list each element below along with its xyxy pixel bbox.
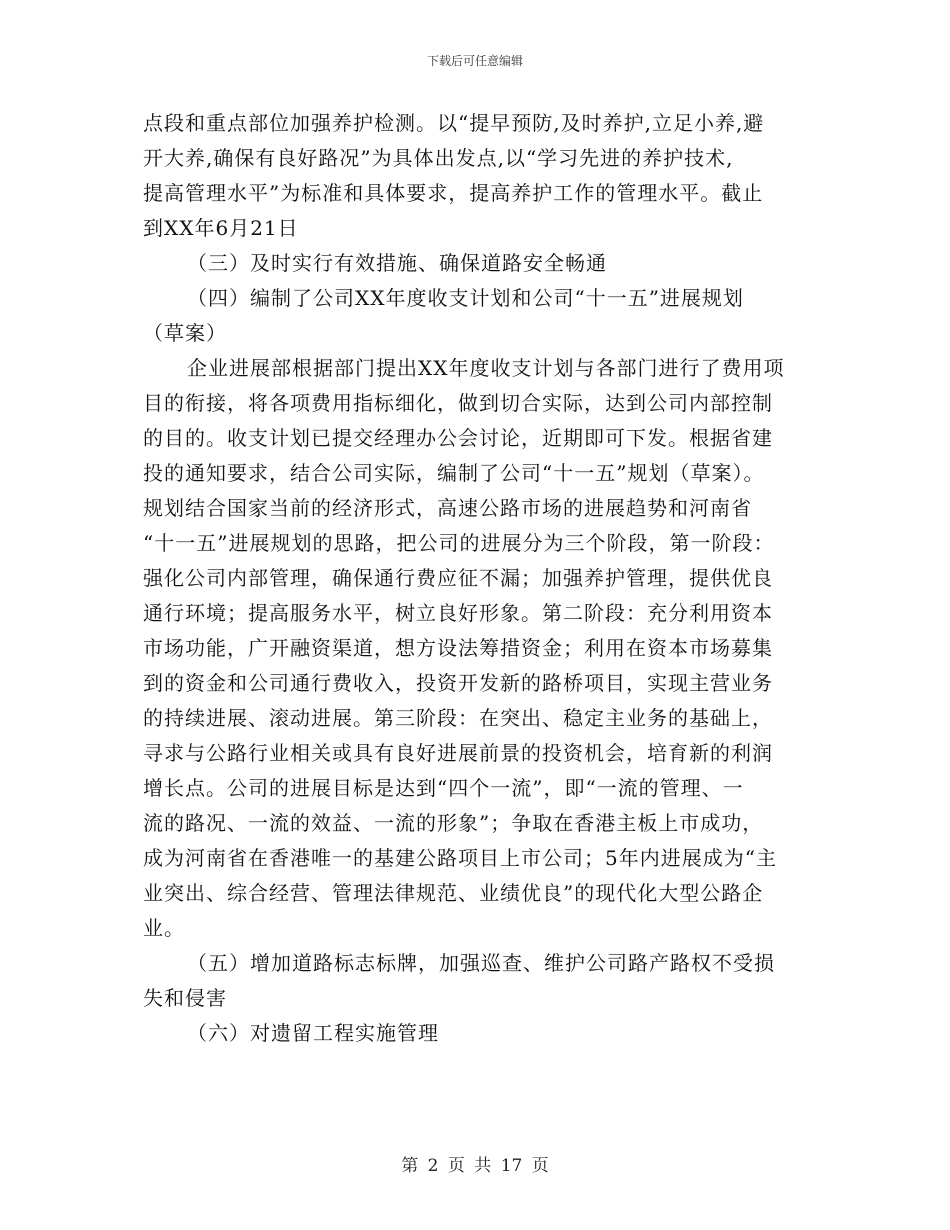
body-line: 失和侵害 xyxy=(143,986,227,1010)
page-header: 下载后可任意编辑 xyxy=(426,54,523,68)
paragraph-start: 企业进展部根据部门提出XX年度收支计划与各部门进行了费用项 xyxy=(187,356,785,380)
body-line: 通行环境；提高服务水平，树立良好形象。第二阶段：充分利用资本 xyxy=(143,601,773,625)
body-line: 业。 xyxy=(143,916,185,940)
body-line: 点段和重点部位加强养护检测。以“提早预防,及时养护,立足小养,避 xyxy=(143,111,765,135)
body-line: 寻求与公路行业相关或具有良好进展前景的投资机会，培育新的利润 xyxy=(143,741,773,765)
document-body xyxy=(143,106,809,1051)
body-line: 的持续进展、滚动进展。第三阶段：在突出、稳定主业务的基础上， xyxy=(143,706,773,730)
body-line: 成为河南省在香港唯一的基建公路项目上市公司；5年内进展成为“主 xyxy=(143,846,777,870)
body-line: “十一五”进展规划的思路，把公司的进展分为三个阶段，第一阶段： xyxy=(143,531,775,555)
body-line: （草案） xyxy=(143,321,227,345)
page-number-footer: 第 2 页 共 17 页 xyxy=(401,1156,549,1176)
body-line: 投的通知要求，结合公司实际，编制了公司“十一五”规划（草案）。 xyxy=(143,461,765,485)
body-line: 市场功能，广开融资渠道，想方设法筹措资金；利用在资本市场募集 xyxy=(143,636,773,660)
body-line: 提高管理水平”为标准和具体要求，提高养护工作的管理水平。截止 xyxy=(143,181,764,205)
body-line: 到的资金和公司通行费收入，投资开发新的路桥项目，实现主营业务 xyxy=(143,671,773,695)
section-heading-3: （三）及时实行有效措施、确保道路安全畅通 xyxy=(187,251,607,275)
body-line: 的目的。收支计划已提交经理办公会讨论，近期即可下发。根据省建 xyxy=(143,426,773,450)
body-line: 业突出、综合经营、管理法律规范、业绩优良”的现代化大型公路企 xyxy=(143,881,764,905)
body-line: 开大养,确保有良好路况”为具体出发点,以“学习先进的养护技术, xyxy=(143,146,734,170)
body-line: 目的衔接，将各项费用指标细化，做到切合实际，达到公司内部控制 xyxy=(143,391,773,415)
body-line: 强化公司内部管理，确保通行费应征不漏；加强养护管理，提供优良 xyxy=(143,566,773,590)
section-heading-6: （六）对遗留工程实施管理 xyxy=(187,1021,439,1045)
section-heading-5: （五）增加道路标志标牌，加强巡查、维护公司路产路权不受损 xyxy=(187,951,775,975)
body-line: 流的路况、一流的效益、一流的形象”；争取在香港主板上市成功， xyxy=(143,811,764,835)
body-line: 到XX年6月21日 xyxy=(143,216,299,240)
section-heading-4: （四）编制了公司XX年度收支计划和公司“十一五”进展规划 xyxy=(187,286,744,310)
body-line: 规划结合国家当前的经济形式，高速公路市场的进展趋势和河南省 xyxy=(143,496,752,520)
body-line: 增长点。公司的进展目标是达到“四个一流”，即“一流的管理、一 xyxy=(143,776,744,800)
